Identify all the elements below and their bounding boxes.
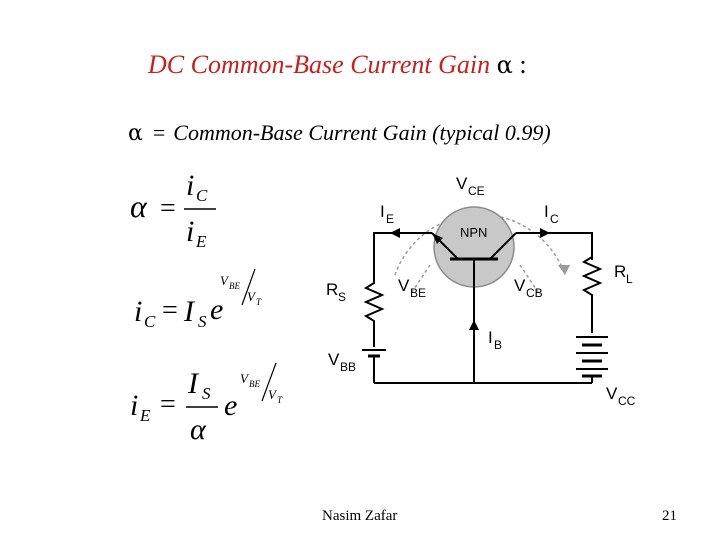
ic-label: I xyxy=(544,202,549,221)
eq3-lhs-var: i xyxy=(130,389,139,422)
vbe-label: V xyxy=(398,276,410,295)
rl-resistor xyxy=(584,250,600,333)
eq3-exp-den-sub: T xyxy=(277,395,283,405)
rs-label: R xyxy=(326,280,339,299)
title-colon: : xyxy=(519,50,527,79)
eq3-exp-den: V xyxy=(268,387,276,402)
vce-sub: CE xyxy=(468,184,485,198)
slide-title xyxy=(148,50,527,80)
equation-alpha xyxy=(130,169,216,251)
definition-equals: = xyxy=(152,120,166,145)
eq1-num-sub: C xyxy=(196,186,208,205)
eq1-equals: = xyxy=(160,193,176,224)
eq1-lhs: α xyxy=(130,188,147,224)
ie-label: I xyxy=(380,202,385,221)
vce-arc-arrowhead-icon xyxy=(558,265,570,275)
ic-sub: C xyxy=(550,212,559,226)
vbb-sub: BB xyxy=(340,360,357,374)
vbe-sub: BE xyxy=(410,286,427,300)
eq2-exp-num-sub: BE xyxy=(229,281,240,291)
ie-arrow-icon xyxy=(390,228,400,238)
eq1-den-sub: E xyxy=(196,232,207,251)
eq3-num-sub: S xyxy=(202,384,211,403)
emitter-wire xyxy=(374,233,432,275)
common-base-circuit xyxy=(300,165,660,425)
eq1-num-var: i xyxy=(186,169,195,202)
eq2-e: e xyxy=(210,293,224,326)
footer-author: Nasim Zafar xyxy=(322,508,398,524)
definition-alpha-symbol: α xyxy=(128,121,143,146)
vcc-label: V xyxy=(606,384,618,403)
eq2-lhs-var: i xyxy=(134,295,143,328)
equation-collector-current xyxy=(134,269,262,331)
eq2-lhs-sub: C xyxy=(144,312,156,331)
page-number: 21 xyxy=(662,508,677,524)
eq3-den: α xyxy=(190,413,206,446)
collector-wire xyxy=(516,233,592,260)
ib-label: I xyxy=(488,328,493,347)
eq2-equals: = xyxy=(162,295,178,326)
rs-resistor xyxy=(366,275,382,347)
eq3-num-var: I xyxy=(188,367,198,400)
eq3-equals: = xyxy=(160,389,176,420)
vcb-sub: CB xyxy=(526,286,543,300)
vce-label: V xyxy=(456,174,468,193)
eq3-exp-num-sub: BE xyxy=(249,379,260,389)
ic-arrow-icon xyxy=(540,228,550,238)
eq3-exp-num: V xyxy=(240,371,248,386)
ib-arrow-icon xyxy=(469,320,479,330)
rl-label: R xyxy=(614,262,627,281)
eq1-den-var: i xyxy=(186,215,195,248)
vbb-label: V xyxy=(328,350,340,369)
ie-sub: E xyxy=(386,212,395,226)
eq2-exp-den: V xyxy=(247,289,255,304)
equation-emitter-current xyxy=(130,363,283,446)
ib-sub: B xyxy=(494,338,503,352)
eq2-exp-den-sub: T xyxy=(256,297,262,307)
alpha-definition xyxy=(128,120,551,146)
eq3-e: e xyxy=(224,389,238,422)
title-alpha-symbol: α xyxy=(496,51,513,79)
vcb-label: V xyxy=(514,276,526,295)
rl-sub: L xyxy=(626,272,633,286)
eq2-is-var: I xyxy=(184,295,194,328)
vcc-sub: CC xyxy=(618,394,636,408)
eq2-exp-num: V xyxy=(220,273,228,288)
eq2-is-sub: S xyxy=(198,312,207,331)
eq3-lhs-sub: E xyxy=(140,406,151,425)
gain-equations xyxy=(120,165,310,465)
definition-text: Common-Base Current Gain (typical 0.99) xyxy=(173,120,551,145)
npn-label: NPN xyxy=(460,225,488,240)
title-text: DC Common-Base Current Gain xyxy=(148,50,491,79)
rs-sub: S xyxy=(338,290,347,304)
